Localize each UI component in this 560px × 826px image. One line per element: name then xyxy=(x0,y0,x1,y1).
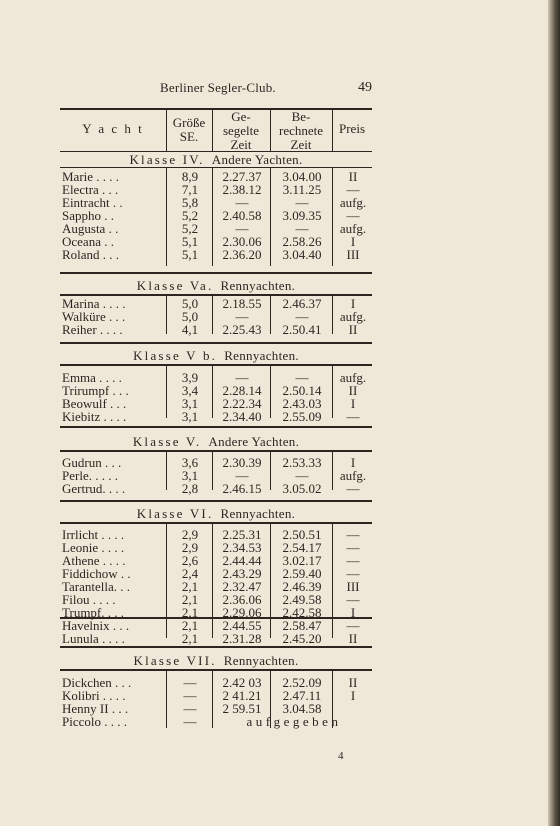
column-divider xyxy=(166,522,167,638)
yacht-size: 2,1 xyxy=(181,605,199,620)
prize: aufg. xyxy=(339,370,367,385)
yacht-name: Beowulf . . . xyxy=(62,396,127,411)
prize: — xyxy=(346,540,360,555)
column-divider xyxy=(270,364,271,418)
column-divider xyxy=(332,522,333,638)
prize: aufg. xyxy=(339,221,367,236)
yacht-name: Marie . . . . xyxy=(62,169,120,184)
yacht-name: Irrlicht . . . . xyxy=(62,527,125,542)
prize: I xyxy=(350,296,356,311)
prize: — xyxy=(346,553,360,568)
block-end-rule xyxy=(60,500,372,502)
sailed-time: 2.25.43 xyxy=(222,322,262,337)
calculated-time: 2.52.09 xyxy=(282,675,322,690)
prize: I xyxy=(350,234,356,249)
yacht-name: Tarantella. . . xyxy=(62,579,131,594)
col-header-sailed-line: Zeit xyxy=(230,137,252,152)
running-header xyxy=(60,80,372,98)
yacht-name: Sappho . . xyxy=(62,208,114,223)
calculated-time: — xyxy=(295,468,309,483)
section-class: Klasse Va. xyxy=(136,278,214,293)
sailed-time: 2.38.12 xyxy=(222,182,262,197)
column-divider xyxy=(212,364,213,418)
section-heading xyxy=(60,348,372,364)
section-class: Klasse V. xyxy=(132,434,202,449)
column-divider xyxy=(270,670,271,728)
col-header-sailed-line: Ge- xyxy=(231,109,251,124)
block-end-rule xyxy=(60,426,372,428)
yacht-size: — xyxy=(183,701,197,716)
yacht-name: Eintracht . . xyxy=(62,195,123,210)
yacht-size: 3,1 xyxy=(181,396,199,411)
yacht-name: Marina . . . . xyxy=(62,296,126,311)
column-divider xyxy=(270,450,271,490)
column-divider xyxy=(332,364,333,418)
col-header-size-line: SE. xyxy=(179,129,199,144)
calculated-time: 2.55.09 xyxy=(282,409,322,424)
calculated-time: 2.54.17 xyxy=(282,540,322,555)
sailed-time: 2.44.44 xyxy=(222,553,262,568)
sailed-time: 2.42 03 xyxy=(222,675,262,690)
col-header-prize: Preis xyxy=(339,121,365,136)
yacht-size: 2,9 xyxy=(181,527,199,542)
prize: II xyxy=(348,675,358,690)
sailed-time: 2.44.55 xyxy=(222,618,262,633)
calculated-time: — xyxy=(295,309,309,324)
calculated-time: 3.11.25 xyxy=(282,182,322,197)
yacht-size: 8,9 xyxy=(181,169,199,184)
section-type: Rennyachten. xyxy=(224,348,299,363)
prize: I xyxy=(350,455,356,470)
yacht-size: 3,1 xyxy=(181,468,199,483)
prize: — xyxy=(346,592,360,607)
yacht-name: Kiebitz . . . . xyxy=(62,409,127,424)
prize: — xyxy=(346,182,360,197)
col-header-sailed-line: segelte xyxy=(222,123,260,138)
sailed-time: 2.36.20 xyxy=(222,247,262,262)
section-heading xyxy=(60,434,372,450)
sailed-time: 2.28.14 xyxy=(222,383,262,398)
column-divider xyxy=(166,450,167,490)
column-divider xyxy=(212,168,213,266)
sailed-time: — xyxy=(235,195,249,210)
yacht-size: 2,8 xyxy=(181,481,199,496)
sailed-time: 2.32.47 xyxy=(222,579,262,594)
table-row xyxy=(60,715,372,728)
col-header-size xyxy=(166,116,212,144)
column-divider xyxy=(212,294,213,334)
table-row xyxy=(60,482,372,495)
prize: — xyxy=(346,208,360,223)
prize: — xyxy=(346,409,360,424)
page-number: 49 xyxy=(358,80,372,95)
calculated-time: 2.50.51 xyxy=(282,527,322,542)
section-heading xyxy=(60,152,372,168)
calculated-time: — xyxy=(295,221,309,236)
table-row xyxy=(60,248,372,261)
column-divider xyxy=(270,168,271,266)
section-heading xyxy=(60,653,372,669)
table-row xyxy=(60,632,372,645)
calculated-time: 2.58.26 xyxy=(282,234,322,249)
sailed-time: 2.34.53 xyxy=(222,540,262,555)
column-divider xyxy=(332,168,333,266)
yacht-size: 2,1 xyxy=(181,592,199,607)
column-divider xyxy=(212,450,213,490)
calculated-time: 2.58.47 xyxy=(282,618,322,633)
calculated-time: 3.04.58 xyxy=(282,701,322,716)
sailed-time: — xyxy=(235,309,249,324)
yacht-name: Filou . . . . xyxy=(62,592,116,607)
sailed-time: 2.25.31 xyxy=(222,527,262,542)
prize: II xyxy=(348,383,358,398)
col-header-calc-line: rechnete xyxy=(278,123,324,138)
yacht-size: 4,1 xyxy=(181,322,199,337)
col-header-yacht: Y a c h t xyxy=(82,121,144,136)
yacht-name: Walküre . . . xyxy=(62,309,126,324)
calculated-time: 3.09.35 xyxy=(282,208,322,223)
yacht-size: 3,1 xyxy=(181,409,199,424)
prize: III xyxy=(346,579,360,594)
prize: aufg. xyxy=(339,468,367,483)
block-end-rule xyxy=(60,272,372,274)
calculated-time: 2.45.20 xyxy=(282,631,322,646)
calculated-time: 2.59.40 xyxy=(282,566,322,581)
column-divider xyxy=(166,294,167,334)
sailed-time: 2.31.28 xyxy=(222,631,262,646)
yacht-size: — xyxy=(183,714,197,729)
block-end-rule xyxy=(60,342,372,344)
yacht-size: 5,1 xyxy=(181,234,199,249)
prize: — xyxy=(346,527,360,542)
col-header-calc-line: Zeit xyxy=(290,137,312,152)
yacht-name: Lunula . . . . xyxy=(62,631,125,646)
prize: aufg. xyxy=(339,309,367,324)
calculated-time: 2.43.03 xyxy=(282,396,322,411)
calculated-time: 3.02.17 xyxy=(282,553,322,568)
yacht-size: 3,9 xyxy=(181,370,199,385)
calculated-time: 2.47.11 xyxy=(282,688,322,703)
calculated-time: 2.50.41 xyxy=(282,322,322,337)
calculated-time: 2.46.37 xyxy=(282,296,322,311)
sailed-time: 2.27.37 xyxy=(222,169,262,184)
calculated-time: 3.05.02 xyxy=(282,481,322,496)
signature-mark: 4 xyxy=(338,750,344,762)
section-rule xyxy=(60,522,372,524)
column-divider xyxy=(166,670,167,728)
column-divider xyxy=(212,670,213,728)
calculated-time: — xyxy=(295,195,309,210)
section-heading xyxy=(60,278,372,294)
yacht-name: Fiddichow . . xyxy=(62,566,131,581)
col-header-size-line: Größe xyxy=(172,115,206,130)
yacht-name: Emma . . . . xyxy=(62,370,122,385)
yacht-name: Athene . . . . xyxy=(62,553,126,568)
column-divider xyxy=(166,168,167,266)
yacht-name: Oceana . . xyxy=(62,234,114,249)
yacht-size: 5,1 xyxy=(181,247,199,262)
calculated-time: 2.42.58 xyxy=(282,605,322,620)
col-header-calc-line: Be- xyxy=(291,109,311,124)
column-divider xyxy=(270,522,271,638)
sailed-time: 2.29.06 xyxy=(222,605,262,620)
yacht-name: Electra . . . xyxy=(62,182,119,197)
yacht-name: Gertrud. . . . xyxy=(62,481,126,496)
column-divider xyxy=(166,364,167,418)
yacht-size: 5,0 xyxy=(181,296,199,311)
yacht-size: 2,1 xyxy=(181,631,199,646)
sailed-time: 2.43.29 xyxy=(222,566,262,581)
column-divider xyxy=(332,670,333,728)
sailed-time: 2.46.15 xyxy=(222,481,262,496)
yacht-size: 5,2 xyxy=(181,208,199,223)
sailed-time: 2.40.58 xyxy=(222,208,262,223)
yacht-name: Gudrun . . . xyxy=(62,455,122,470)
prize: I xyxy=(350,605,356,620)
prize: I xyxy=(350,396,356,411)
calculated-time: 3.04.00 xyxy=(282,169,322,184)
sailed-time: 2.30.39 xyxy=(222,455,262,470)
section-type: Andere Yachten. xyxy=(211,152,303,167)
section-class: Klasse IV. xyxy=(129,152,205,167)
yacht-name: Leonie . . . . xyxy=(62,540,125,555)
table-row xyxy=(60,410,372,423)
calculated-time: — xyxy=(295,370,309,385)
calculated-time: 2.49.58 xyxy=(282,592,322,607)
yacht-name: Trirumpf . . . xyxy=(62,383,129,398)
yacht-name: Roland . . . xyxy=(62,247,120,262)
sailed-time: 2 41.21 xyxy=(222,688,262,703)
col-header-calculated xyxy=(270,110,332,152)
table-row xyxy=(60,323,372,336)
yacht-name: Havelnix . . . xyxy=(62,618,130,633)
prize: I xyxy=(350,688,356,703)
yacht-size: 3,4 xyxy=(181,383,199,398)
yacht-size: 7,1 xyxy=(181,182,199,197)
section-type: Rennyachten. xyxy=(223,653,299,668)
yacht-size: — xyxy=(183,675,197,690)
yacht-name: Piccolo . . . . xyxy=(62,714,127,729)
yacht-size: 5,8 xyxy=(181,195,199,210)
yacht-name: Trumpf. . . . xyxy=(62,605,125,620)
section-class: Klasse VI. xyxy=(136,506,214,521)
sailed-time: 2.22.34 xyxy=(222,396,262,411)
column-divider xyxy=(332,450,333,490)
header-title: Berliner Segler-Club. xyxy=(160,80,276,95)
yacht-size: 2,4 xyxy=(181,566,199,581)
yacht-size: — xyxy=(183,688,197,703)
sailed-time: — xyxy=(235,370,249,385)
section-rule xyxy=(60,167,372,168)
block-end-rule xyxy=(60,646,372,648)
calculated-time: 3.04.40 xyxy=(282,247,322,262)
yacht-name: Reiher . . . . xyxy=(62,322,123,337)
column-divider xyxy=(212,522,213,638)
prize: aufg. xyxy=(339,195,367,210)
prize: II xyxy=(348,169,358,184)
calculated-time: 2.46.39 xyxy=(282,579,322,594)
column-divider xyxy=(270,294,271,334)
yacht-name: Kolibri . . . . xyxy=(62,688,126,703)
section-type: Rennyachten. xyxy=(220,278,296,293)
yacht-size: 2,9 xyxy=(181,540,199,555)
sailed-time: 2.30.06 xyxy=(222,234,262,249)
prize: — xyxy=(346,618,360,633)
yacht-size: 2,1 xyxy=(181,618,199,633)
section-class: Klasse V b. xyxy=(133,348,218,363)
withdrawn-note: aufgegeben xyxy=(246,714,342,729)
prize: — xyxy=(346,481,360,496)
col-header-sailed xyxy=(212,110,270,152)
block-end-rule xyxy=(60,617,372,619)
prize: II xyxy=(348,631,358,646)
prize: II xyxy=(348,322,358,337)
section-heading xyxy=(60,506,372,522)
prize: III xyxy=(346,247,360,262)
calculated-time: 2.50.14 xyxy=(282,383,322,398)
yacht-name: Perle. . . . . xyxy=(62,468,118,483)
yacht-name: Augusta . . xyxy=(62,221,119,236)
section-rule xyxy=(60,669,372,671)
prize: — xyxy=(346,566,360,581)
yacht-size: 2,1 xyxy=(181,579,199,594)
yacht-name: Henny II . . . xyxy=(62,701,129,716)
sailed-time: — xyxy=(235,468,249,483)
yacht-size: 5,2 xyxy=(181,221,199,236)
yacht-size: 5,0 xyxy=(181,309,199,324)
sailed-time: 2.36.06 xyxy=(222,592,262,607)
sailed-time: — xyxy=(235,221,249,236)
yacht-size: 3,6 xyxy=(181,455,199,470)
yacht-name: Dickchen . . . xyxy=(62,675,132,690)
calculated-time: 2.53.33 xyxy=(282,455,322,470)
section-rule xyxy=(60,364,372,366)
section-type: Andere Yachten. xyxy=(208,434,300,449)
section-rule xyxy=(60,450,372,452)
yacht-size: 2,6 xyxy=(181,553,199,568)
book-spine-edge xyxy=(548,0,560,826)
section-type: Rennyachten. xyxy=(220,506,296,521)
sailed-time: 2 59.51 xyxy=(222,701,262,716)
sailed-time: 2.18.55 xyxy=(222,296,262,311)
section-class: Klasse VII. xyxy=(133,653,217,668)
sailed-time: 2.34.40 xyxy=(222,409,262,424)
column-divider xyxy=(332,294,333,334)
